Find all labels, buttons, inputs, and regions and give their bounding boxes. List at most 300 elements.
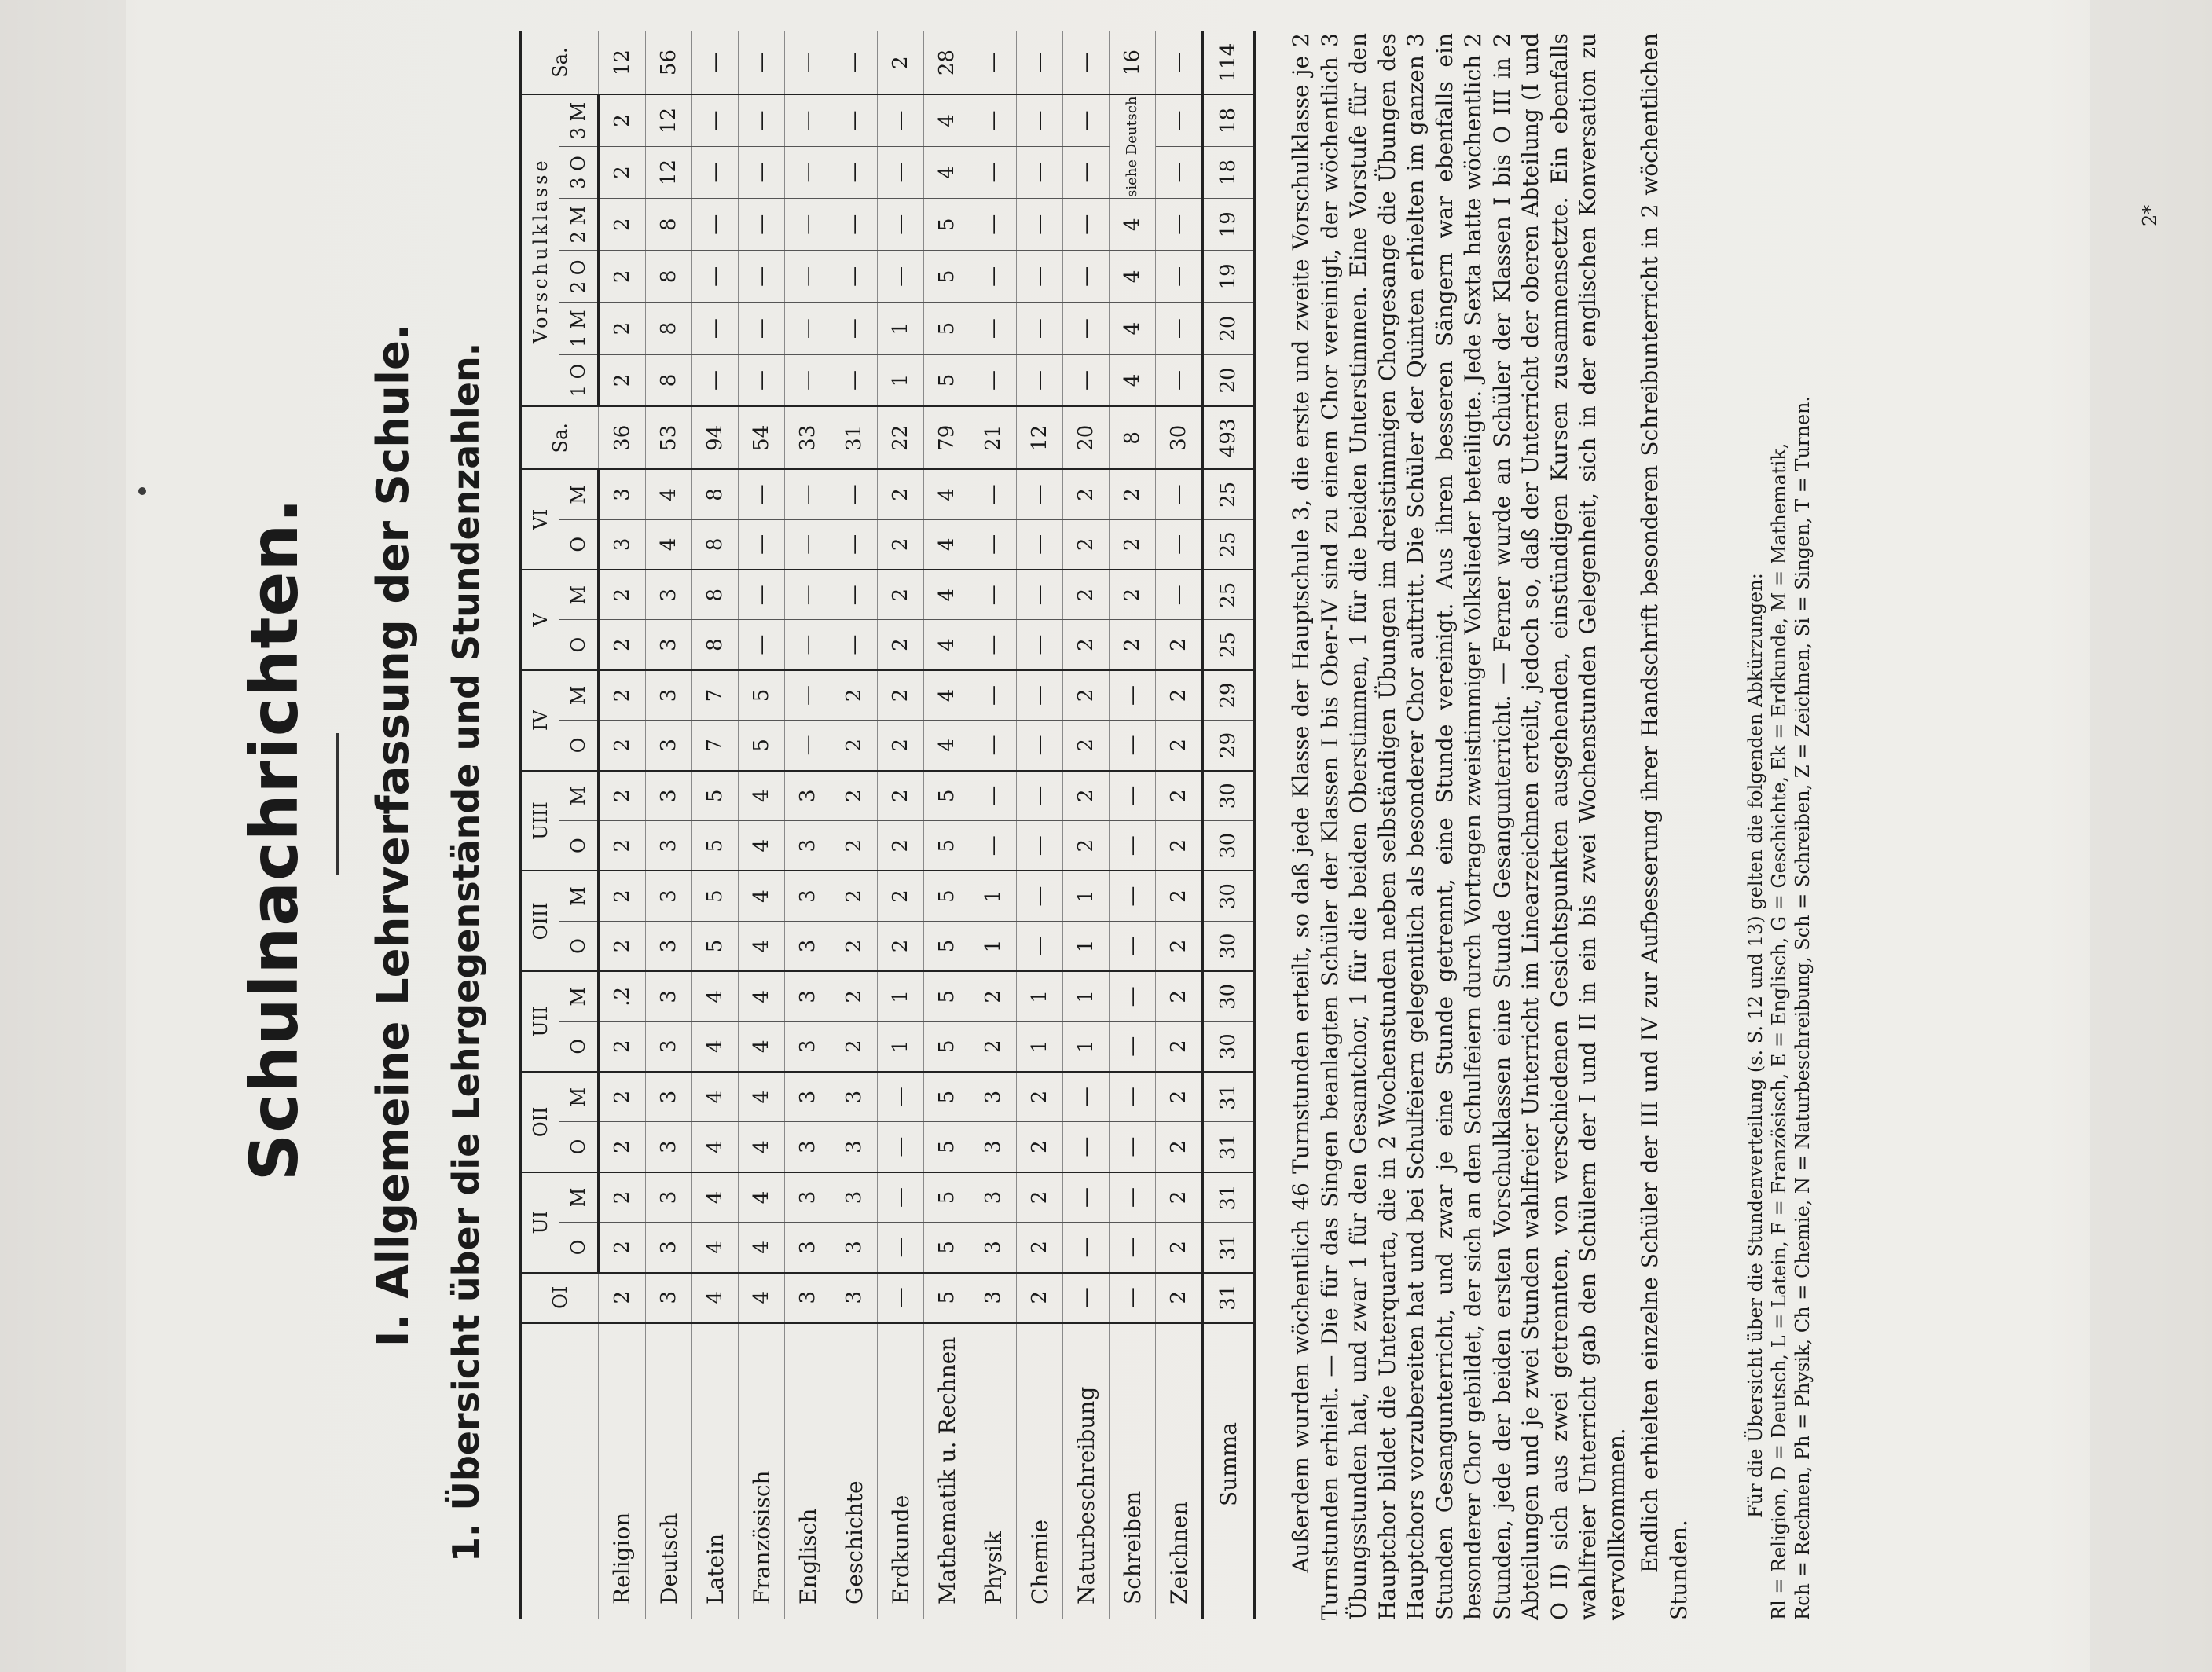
hours-cell: 1 (1063, 1021, 1110, 1072)
hours-cell: 2 (1110, 519, 1156, 570)
hours-cell: 2 (1156, 971, 1203, 1021)
hours-cell: 3 (646, 1021, 692, 1072)
hours-cell: 7 (692, 720, 739, 771)
hours-cell: 3 (970, 1273, 1017, 1323)
hours-cell: 2 (599, 771, 646, 821)
hours-cell: 33 (785, 406, 831, 469)
hours-cell: 12 (646, 94, 692, 146)
abbreviation-line-1: Rl = Religion, D = Deutsch, L = Latein, F = Französisch, E = Englisch, G = Geschichte, Ek = Erdkunde, M = Mathematik, (1768, 442, 1790, 1620)
hours-cell: 3 (785, 1223, 831, 1273)
hours-cell: 19 (1203, 251, 1255, 302)
hours-cell: 2 (599, 94, 646, 146)
hours-cell: 1 (878, 302, 924, 354)
hours-cell: 2 (970, 1021, 1017, 1072)
hours-cell: 25 (1203, 620, 1255, 670)
hours-cell: 2 (599, 1223, 646, 1273)
hours-cell: 3 (785, 820, 831, 871)
hours-cell: 4 (739, 1021, 785, 1072)
hours-cell: — (831, 620, 878, 670)
hours-cell: — (692, 31, 739, 94)
class-subheader: M (559, 771, 599, 821)
hours-cell: 2 (1110, 570, 1156, 620)
hours-cell: 2 (831, 670, 878, 720)
hours-cell: 1 (878, 354, 924, 406)
hours-cell: 2 (1156, 771, 1203, 821)
hours-cell: — (785, 302, 831, 354)
hours-cell: — (785, 620, 831, 670)
class-group-header: UIII (520, 771, 559, 871)
hours-cell: 2 (599, 1072, 646, 1122)
class-subheader: O (559, 820, 599, 871)
hours-cell: 4 (924, 94, 970, 146)
hours-cell: 1 (1063, 921, 1110, 971)
hours-cell: 4 (1110, 354, 1156, 406)
hours-cell: 493 (1203, 406, 1255, 469)
hours-cell: 2 (878, 871, 924, 921)
hours-cell: 3 (831, 1223, 878, 1273)
hours-cell: — (831, 251, 878, 302)
subject-row (1017, 31, 1063, 1619)
hours-cell: 28 (924, 31, 970, 94)
subject-row (599, 31, 646, 1619)
hours-cell: 2 (1063, 469, 1110, 519)
hours-cell: — (878, 94, 924, 146)
subject-row (739, 31, 785, 1619)
hours-cell: 3 (831, 1122, 878, 1172)
hours-cell: 1 (1017, 971, 1063, 1021)
hours-cell: 2 (1017, 1223, 1063, 1273)
hours-cell: — (1017, 871, 1063, 921)
hours-cell: 1 (878, 971, 924, 1021)
hours-cell: 3 (785, 1122, 831, 1172)
hours-cell: 2 (599, 1273, 646, 1323)
hours-cell: 3 (646, 570, 692, 620)
hours-cell: 5 (692, 820, 739, 871)
class-subheader: O (559, 620, 599, 670)
hours-cell: 94 (692, 406, 739, 469)
hours-cell: — (878, 1172, 924, 1223)
hours-cell: 3 (785, 1072, 831, 1122)
hours-cell: — (1110, 971, 1156, 1021)
subject-name: Physik (970, 1322, 1017, 1619)
hours-cell: 2 (831, 1021, 878, 1072)
hours-cell: 3 (646, 720, 692, 771)
hours-cell: 5 (924, 354, 970, 406)
hours-cell: 4 (924, 620, 970, 670)
hours-cell: 25 (1203, 570, 1255, 620)
class-group-header: OIII (520, 871, 559, 971)
hours-cell: — (970, 620, 1017, 670)
hours-cell: 2 (1156, 620, 1203, 670)
hours-cell: 5 (924, 820, 970, 871)
hours-cell: 54 (739, 406, 785, 469)
hours-cell: 2 (878, 620, 924, 670)
hours-cell: — (785, 31, 831, 94)
hours-cell: 2 (599, 146, 646, 198)
hours-cell: — (785, 146, 831, 198)
hours-cell: 3 (970, 1223, 1017, 1273)
hours-cell: — (1156, 199, 1203, 251)
hours-cell: — (970, 570, 1017, 620)
hours-cell: 2 (599, 570, 646, 620)
hours-cell: 29 (1203, 670, 1255, 720)
hours-cell: 20 (1063, 406, 1110, 469)
hours-cell: 2 (599, 670, 646, 720)
hours-cell: — (1110, 1072, 1156, 1122)
hours-cell: — (878, 146, 924, 198)
hours-cell: — (878, 1223, 924, 1273)
hours-cell: — (1110, 771, 1156, 821)
subject-name: Geschichte (831, 1322, 878, 1619)
class-group-header: VI (520, 469, 559, 570)
subject-name: Französisch (739, 1322, 785, 1619)
hours-cell: 31 (831, 406, 878, 469)
class-subheader: O (559, 921, 599, 971)
hours-cell: — (1017, 94, 1063, 146)
hours-cell: 31 (1203, 1072, 1255, 1122)
hours-cell: — (692, 146, 739, 198)
hours-cell: 5 (924, 771, 970, 821)
hours-cell: — (1110, 720, 1156, 771)
vorschul-subheader: 1 O (559, 354, 599, 406)
hours-cell: 36 (599, 406, 646, 469)
hours-cell: 3 (785, 871, 831, 921)
hours-cell: 4 (692, 1223, 739, 1273)
hours-cell: — (692, 354, 739, 406)
hours-cell: 19 (1203, 199, 1255, 251)
hours-cell: — (1156, 251, 1203, 302)
hours-cell: — (878, 251, 924, 302)
hours-cell: — (970, 469, 1017, 519)
hours-cell: 31 (1203, 1172, 1255, 1223)
hours-cell: — (970, 771, 1017, 821)
hours-cell: 2 (1063, 820, 1110, 871)
hours-cell: 2 (878, 820, 924, 871)
hours-cell: 18 (1203, 94, 1255, 146)
hours-cell: — (1017, 820, 1063, 871)
hours-cell: 2 (878, 720, 924, 771)
vorschul-subheader: 2 O (559, 251, 599, 302)
subject-row (1063, 31, 1110, 1619)
hours-cell: 2 (1110, 620, 1156, 670)
hours-cell: 20 (1203, 354, 1255, 406)
hours-cell: 4 (739, 820, 785, 871)
hours-cell: 1 (1063, 871, 1110, 921)
hours-cell: 3 (785, 971, 831, 1021)
hours-cell: 2 (878, 469, 924, 519)
hours-cell: 2 (878, 670, 924, 720)
subject-name: Zeichnen (1156, 1322, 1203, 1619)
hours-cell: — (785, 469, 831, 519)
hours-cell: 5 (924, 199, 970, 251)
hours-cell: — (1017, 469, 1063, 519)
vorschulklasse-header: Vorschulklasse (520, 94, 559, 406)
sum-row (1203, 31, 1255, 1619)
hours-cell: — (1110, 921, 1156, 971)
hours-cell: 5 (924, 921, 970, 971)
hours-cell: 2 (1063, 720, 1110, 771)
hours-cell: 2 (878, 570, 924, 620)
hours-cell: 5 (924, 1072, 970, 1122)
hours-cell: 30 (1203, 771, 1255, 821)
hours-cell: — (970, 31, 1017, 94)
hours-cell: 2 (1063, 670, 1110, 720)
hours-cell: 56 (646, 31, 692, 94)
hours-cell: 29 (1203, 720, 1255, 771)
hours-cell: 4 (924, 670, 970, 720)
hours-cell: 4 (739, 971, 785, 1021)
hours-cell: 5 (692, 921, 739, 971)
hours-cell: — (970, 670, 1017, 720)
class-group-header: UI (520, 1172, 559, 1273)
hours-cell: — (1156, 519, 1203, 570)
hours-cell: 2 (599, 720, 646, 771)
hours-cell: 1 (1017, 1021, 1063, 1072)
hours-cell: 4 (692, 1122, 739, 1172)
subject-name: Naturbeschreibung (1063, 1322, 1110, 1619)
subject-name: Englisch (785, 1322, 831, 1619)
hours-cell: 3 (785, 1172, 831, 1223)
hours-cell: — (785, 94, 831, 146)
hours-cell: — (1017, 31, 1063, 94)
hours-cell: 5 (924, 251, 970, 302)
hours-cell: — (1017, 720, 1063, 771)
hours-cell: — (1063, 1172, 1110, 1223)
hours-cell: — (970, 94, 1017, 146)
hours-cell: 4 (646, 519, 692, 570)
hours-cell: — (1063, 94, 1110, 146)
hours-cell: 5 (924, 1172, 970, 1223)
hours-cell: 4 (1110, 302, 1156, 354)
hours-cell: — (1156, 94, 1203, 146)
hours-cell: 2 (1156, 1273, 1203, 1323)
class-group-header: UII (520, 971, 559, 1072)
hours-cell: 5 (692, 771, 739, 821)
hours-cell: 3 (831, 1072, 878, 1122)
subject-row (692, 31, 739, 1619)
vorschul-subheader: 2 M (559, 199, 599, 251)
class-subheader: M (559, 670, 599, 720)
hours-cell: 4 (739, 1072, 785, 1122)
hours-cell: 2 (831, 971, 878, 1021)
hours-cell: 3 (646, 1223, 692, 1273)
hours-cell: — (831, 94, 878, 146)
hours-cell: 2 (1017, 1273, 1063, 1323)
hours-cell: 2 (1156, 1172, 1203, 1223)
hours-cell: 4 (924, 519, 970, 570)
hours-cell: — (692, 302, 739, 354)
hours-cell: 4 (739, 1172, 785, 1223)
hours-cell: 1 (970, 921, 1017, 971)
hours-cell: — (1017, 771, 1063, 821)
hours-cell: — (1017, 251, 1063, 302)
hours-cell: 4 (924, 469, 970, 519)
hours-cell: 3 (785, 1273, 831, 1323)
hours-cell: 3 (970, 1072, 1017, 1122)
subject-row (924, 31, 970, 1619)
hours-cell: — (1156, 570, 1203, 620)
hours-cell: — (1017, 570, 1063, 620)
hours-cell: 3 (646, 1072, 692, 1122)
hours-cell: 5 (924, 871, 970, 921)
hours-cell: 4 (692, 1273, 739, 1323)
hours-cell: 5 (924, 1122, 970, 1172)
hours-cell: — (1017, 519, 1063, 570)
hours-cell: 4 (924, 720, 970, 771)
hours-cell: 4 (692, 1072, 739, 1122)
class-group-header: IV (520, 670, 559, 771)
hours-cell: 2 (599, 354, 646, 406)
hours-cell: 2 (599, 1021, 646, 1072)
hours-cell: 2 (1017, 1122, 1063, 1172)
hours-cell: — (970, 720, 1017, 771)
class-subheader: O (559, 720, 599, 771)
vorschul-subheader: 1 M (559, 302, 599, 354)
vorschul-subheader: 3 O (559, 146, 599, 198)
hours-cell: — (1110, 1021, 1156, 1072)
hours-cell: 2 (1063, 620, 1110, 670)
hours-cell: — (1110, 1122, 1156, 1172)
hours-cell: — (970, 302, 1017, 354)
hours-cell: 114 (1203, 31, 1255, 94)
hours-cell: 3 (785, 921, 831, 971)
hours-cell: 3 (646, 670, 692, 720)
hours-cell: 3 (599, 519, 646, 570)
hours-cell: — (878, 1072, 924, 1122)
hours-cell: 4 (692, 971, 739, 1021)
hours-cell: — (785, 519, 831, 570)
hours-cell: 12 (646, 146, 692, 198)
hours-cell: 2 (1110, 469, 1156, 519)
hours-cell: — (1156, 302, 1203, 354)
hours-cell: — (970, 519, 1017, 570)
hours-cell: — (739, 570, 785, 620)
hours-cell: — (1156, 354, 1203, 406)
hours-cell: 3 (646, 871, 692, 921)
class-group-header: OI (520, 1273, 599, 1323)
hours-cell: — (1063, 146, 1110, 198)
hours-cell: 4 (739, 1223, 785, 1273)
subject-name: Chemie (1017, 1322, 1063, 1619)
hours-cell: — (785, 199, 831, 251)
class-subheader: M (559, 570, 599, 620)
hours-cell: — (785, 720, 831, 771)
class-subheader: O (559, 1122, 599, 1172)
subject-row (1110, 31, 1156, 1619)
hours-cell: 2 (599, 251, 646, 302)
class-subheader: M (559, 871, 599, 921)
hours-cell: 5 (692, 871, 739, 921)
hours-cell: 18 (1203, 146, 1255, 198)
hours-cell: 3 (646, 1172, 692, 1223)
class-subheader: M (559, 1172, 599, 1223)
hours-cell: .2 (599, 971, 646, 1021)
hours-cell: 5 (924, 1273, 970, 1323)
hours-cell: 2 (970, 971, 1017, 1021)
hours-cell: 2 (1063, 570, 1110, 620)
hours-cell: — (1017, 921, 1063, 971)
hours-cell: — (831, 199, 878, 251)
class-subheader: M (559, 1072, 599, 1122)
subject-row (646, 31, 692, 1619)
signature-mark: 2* (2139, 204, 2161, 226)
hours-cell: 3 (831, 1172, 878, 1223)
hours-cell: — (970, 251, 1017, 302)
paragraph-turnstunden: Außerdem wurden wöchentlich 46 Turnstunden erteilt, so daß jede Klasse der Hauptschule 3, die erste und zweite Vorschulklasse je 2 Turnstunden erhielt. — Die für das Singen beanlagten Schüler der Klassen I bis Ober-IV sind zu einem Chor vereinigt, der wöchentlich 3 Übungsstunden hat, und zwar 1 für den Gesamtchor, 1 für die beiden Oberstimmen, 1 für die beiden Unterstimmen. Eine Vorstufe für den Hauptchor bildet die Unterquarta, die in 2 Wochenstunden neben selbständigen Übungen im dreistimmigen Chorgesange die Übungen des Hauptchors vorzubereiten hat und bei Schulfeiern gelegentlich als besonderer Chor auftritt. Die Schüler der Quinten erhielten im ganzen 3 Stunden Gesangunterricht, und zwar je eine Stunde getrennt, eine Stunde vereinigt. Aus ihren besseren Sängern war ebenfalls ein besonderer Chor gebildet, der sich an den Schulfeiern durch Vortragen zweistimmiger Volkslieder beteiligte. Jede Sexta hatte wöchentlich 2 Stunden, jede der beiden ersten Vorschulklassen eine Stunde Gesangunterricht. — Ferner wurde an Schüler der Klassen I bis O III in 2 Abteilungen und je zwei Stunden wahlfreier Unterricht im Linearzeichnen erteilt, jedoch so, daß der Unterricht der oberen Abteilung (I und O II) sich aus zwei getrennten, von verschiedenen Gesichtspunkten ausgehenden, einstündigen Kursen zusammensetzte. Ein ebenfalls wahlfreier Unterricht gab den Schülern der I und II in ein bis zwei Wochenstunden Gelegenheit, sich in der englischen Konversation zu vervollkommnen. (1288, 33, 1630, 1620)
hours-cell: — (831, 570, 878, 620)
hours-cell: 2 (599, 302, 646, 354)
hours-cell: 30 (1203, 971, 1255, 1021)
hours-cell: — (1110, 871, 1156, 921)
hours-cell: 2 (878, 31, 924, 94)
subject-row (831, 31, 878, 1619)
hours-cell: 12 (599, 31, 646, 94)
hours-cell: — (1156, 31, 1203, 94)
hours-cell: 3 (785, 1021, 831, 1072)
hours-cell: — (1063, 302, 1110, 354)
hours-cell: — (831, 31, 878, 94)
section-heading: I. Allgemeine Lehrverfassung der Schule. (368, 323, 419, 1348)
class-subheader: O (559, 1021, 599, 1072)
paragraph-schreibunterricht: Endlich erhielten einzelne Schüler der III und IV zur Aufbesserung ihrer Handschrift besonderen Schreibunterricht in 2 wöchentlichen Stunden. (1637, 33, 1692, 1620)
hours-cell: 2 (1017, 1072, 1063, 1122)
hours-cell: 30 (1203, 1021, 1255, 1072)
hours-cell: 8 (1110, 406, 1156, 469)
hours-cell: 2 (1156, 1072, 1203, 1122)
hours-cell: — (831, 302, 878, 354)
hours-cell: 79 (924, 406, 970, 469)
hours-cell: — (831, 146, 878, 198)
hours-cell: 30 (1203, 820, 1255, 871)
hours-cell: 5 (924, 1223, 970, 1273)
class-subheader: O (559, 519, 599, 570)
hours-cell: 4 (739, 771, 785, 821)
hours-cell: — (739, 251, 785, 302)
hours-cell: — (692, 94, 739, 146)
hours-cell: 2 (878, 921, 924, 971)
hours-cell: 25 (1203, 519, 1255, 570)
hours-cell: — (878, 199, 924, 251)
abbreviation-line-2: Rch = Rechnen, Ph = Physik, Ch = Chemie, N = Naturbeschreibung, Sch = Schreiben, Z = Zeichnen, Si = Singen, T = Turnen. (1792, 395, 1814, 1620)
class-subheader: M (559, 971, 599, 1021)
hours-cell: — (739, 519, 785, 570)
hours-cell: 4 (739, 1122, 785, 1172)
hours-cell: — (739, 146, 785, 198)
hours-cell: 3 (785, 771, 831, 821)
hours-cell: 3 (646, 1122, 692, 1172)
hours-cell: 2 (1156, 1021, 1203, 1072)
subject-header-blank (520, 1322, 599, 1619)
hours-cell: — (1110, 1273, 1156, 1323)
hours-cell: 1 (970, 871, 1017, 921)
hours-cell: 3 (646, 971, 692, 1021)
hours-cell: — (1156, 146, 1203, 198)
hours-cell: — (785, 670, 831, 720)
hours-cell: 31 (1203, 1223, 1255, 1273)
hours-cell: 53 (646, 406, 692, 469)
hours-cell: 3 (646, 1273, 692, 1323)
hours-cell: 1 (878, 1021, 924, 1072)
title-divider (336, 733, 339, 874)
sum-header: Sa. (520, 406, 599, 469)
hours-cell: — (739, 199, 785, 251)
hours-cell: 2 (599, 620, 646, 670)
hours-cell: — (1110, 1172, 1156, 1223)
hours-cell: — (739, 469, 785, 519)
hours-cell: 4 (1110, 199, 1156, 251)
hours-cell: — (1017, 199, 1063, 251)
hours-cell: — (1110, 1223, 1156, 1273)
